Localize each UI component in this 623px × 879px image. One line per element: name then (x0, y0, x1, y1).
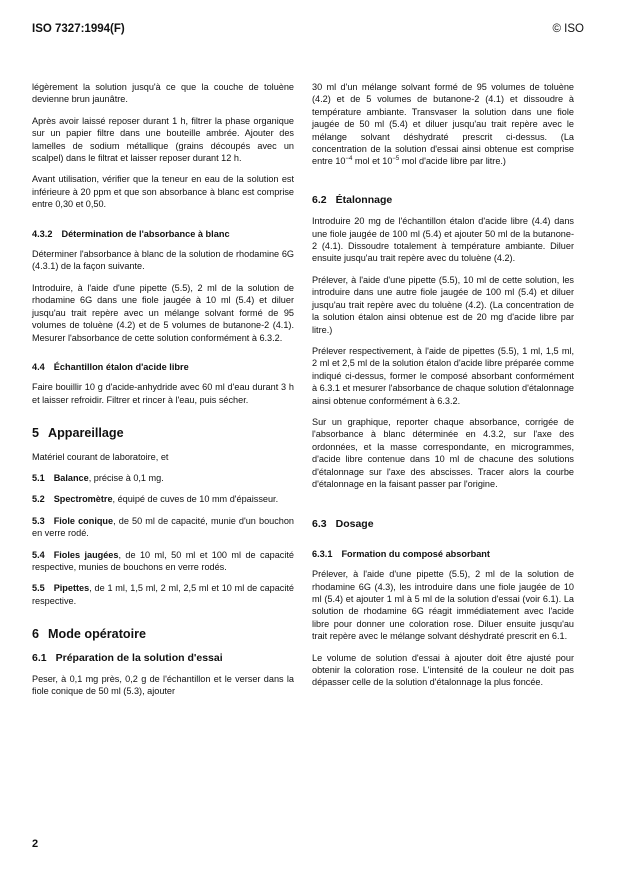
paragraph: Après avoir laissé reposer durant 1 h, filtrer la phase organique sur un papier filtre dans une bouteille ambrée. Ajouter des lamelles de sodium métallique (grains découpés avec un scalpel) dans le filtrat et laisser reposer durant 12 h. (32, 115, 294, 164)
apparatus-item-5-2 (32, 493, 294, 505)
paragraph: Introduire 20 mg de l'échantillon étalon d'acide libre (4.4) dans une fiole jaugée de 100 ml (5.4) et ajouter 50 ml de la butanone-2 (4.1). Dissoudre totalement à température ambiante. Diluer ensuite jusqu'au trait repère avec du toluène (4.2). (312, 216, 574, 264)
page-number: 2 (32, 838, 39, 850)
paragraph (312, 81, 574, 168)
paragraph: Sur un graphique, reporter chaque absorbance, corrigée de l'absorbance à blanc déterminée en 4.3.2, sur l'axe des ordonnées, et la masse correspondante, en microgrammes, d'acide libre contenue dans 10 ml de chacune des solutions d'étalonnage sur l'axe des abscisses. Tracer alors la courbe d'étalonnage en la faisant passer par l'origine. (312, 416, 574, 489)
copyright-mark: © ISO (552, 23, 584, 35)
section-title: Mode opératoire (48, 627, 146, 642)
section-title: Appareillage (48, 426, 124, 441)
paragraph: Peser, à 0,1 mg près, 0,2 g de l'échantillon et le verser dans la fiole conique de 50 ml (5.3), ajouter (32, 674, 294, 697)
section-title: Détermination de l'absorbance à blanc (61, 228, 230, 239)
paragraph: Prélever respectivement, à l'aide de pipettes (5.5), 1 ml, 1,5 ml, 2 ml et 2,5 ml de la solution étalon d'acide libre préparée comme indiqué ci-dessus, former le composé absorbant conformément à 6.3.1 et mesurer l'absorbance de chaque solution d'étalonnage ainsi obtenue conformément à 6.3.2. (312, 345, 574, 406)
right-column (312, 81, 574, 698)
left-column (32, 81, 294, 707)
section-number: 6.3.1 (312, 548, 333, 559)
paragraph: Prélever, à l'aide d'une pipette (5.5), 10 ml de cette solution, les introduire dans une autre fiole jaugée de 100 ml (5.4) et diluer jusqu'au trait repère avec du toluène (4.2). (La concentration de la solution étalon ainsi obtenue est de 20 mg d'acide libre par litre.) (312, 274, 574, 335)
text-run: mol d'acide libre par litre.) (399, 156, 506, 167)
section-heading-6-1 (32, 652, 294, 664)
item-term: Pipettes (53, 583, 90, 594)
section-number: 6.1 (32, 651, 47, 664)
section-heading-4-3-2 (32, 228, 294, 240)
item-number: 5.2 (32, 494, 45, 505)
item-number: 5.1 (32, 472, 45, 483)
item-text: , équipé de cuves de 10 mm d'épaisseur. (112, 494, 279, 505)
paragraph: Le volume de solution d'essai à ajouter doit être ajusté pour obtenir la coloration rose. L'intensité de la couleur ne doit pas dépasser celle de la solution d'étalonnage la plus foncée. (312, 652, 574, 688)
item-number: 5.5 (32, 583, 45, 594)
section-title: Préparation de la solution d'essai (55, 651, 223, 664)
paragraph: Faire bouillir 10 g d'acide-anhydride avec 60 ml d'eau durant 3 h et laisser refroidir. Filtrer et rincer à l'eau, puis sécher. (32, 382, 294, 405)
item-number: 5.3 (32, 515, 45, 526)
section-number: 6.3 (312, 518, 327, 531)
item-text: , précise à 0,1 mg. (88, 472, 164, 483)
exponent: −5 (392, 156, 400, 163)
item-term: Fioles jaugées (53, 549, 119, 560)
section-heading-6-3 (312, 518, 574, 530)
paragraph: Avant utilisation, vérifier que la teneur en eau de la solution est inférieure à 20 ppm et que son absorbance à blanc est comprise entre 0,30 et 0,50. (32, 174, 294, 210)
item-term: Balance (53, 472, 89, 483)
section-heading-5 (32, 427, 294, 439)
paragraph: légèrement la solution jusqu'à ce que la couche de toluène devienne brun jaunâtre. (32, 82, 294, 105)
exponent: −4 (345, 156, 353, 163)
section-title: Dosage (335, 518, 374, 531)
section-heading-6-2 (312, 194, 574, 206)
item-term: Spectromètre (53, 494, 113, 505)
paragraph: Introduire, à l'aide d'une pipette (5.5), 2 ml de la solution de rhodamine 6G dans une fiole jaugée à 10 ml (5.4) et diluer jusqu'au trait repère avec un mélange solvant formé de 95 volumes de toluène (4.2) et de 5 volumes de butanone-2 (4.1). Mesurer l'absorbance de cette solution conformément à 6.3.2. (32, 282, 294, 343)
section-title: Étalonnage (335, 193, 393, 206)
section-number: 6 (32, 627, 40, 642)
section-heading-6-3-1 (312, 548, 574, 560)
item-number: 5.4 (32, 549, 45, 560)
section-number: 6.2 (312, 193, 327, 206)
section-number: 4.3.2 (32, 228, 53, 239)
paragraph: Déterminer l'absorbance à blanc de la solution de rhodamine 6G (4.3.1) de la façon suivante. (32, 249, 294, 272)
paragraph: Prélever, à l'aide d'une pipette (5.5), 2 ml de la solution de rhodamine 6G (4.3), les introduire dans une fiole jaugée de 10 ml (5.4) et ajouter 1 ml à 5 ml de la solution d'essai (voir 6.1). La solution de rhodamine 6G réagit immédiatement avec l'acide libre pour donner une coloration rose. Diluer ensuite jusqu'au trait repère avec le mélange solvant déshydraté prescrit en 6.1. (312, 569, 574, 642)
text-run: mol et 10 (352, 156, 393, 167)
standard-reference: ISO 7327:1994(F) (32, 23, 125, 35)
section-heading-6 (32, 628, 294, 640)
apparatus-item-5-3 (32, 515, 294, 540)
section-number: 4.4 (32, 361, 45, 372)
paragraph: Matériel courant de laboratoire, et (32, 451, 169, 462)
apparatus-item-5-1 (32, 472, 294, 484)
item-text: , de 10 ml, 50 ml et 100 ml de capacité respective, munies de bouchons en verre rodés. (32, 549, 295, 572)
text-run: 30 ml d'un mélange solvant formé de 95 volumes de toluène (4.2) et de 5 volumes de butanone-2 (4.1) et dissoudre à température ambiante. Transvaser la solution dans une fiole jaugée de 50 ml (5.4) et diluer jusqu'au trait repère avec le mélange solvant déshydraté prescrit ci-dessus. (La concentration de la solution d'essai ainsi obtenue est comprise entre 10 (312, 82, 574, 167)
apparatus-item-5-5 (32, 582, 294, 607)
item-text: , de 1 ml, 1,5 ml, 2 ml, 2,5 ml et 10 ml de capacité respective. (32, 583, 294, 606)
apparatus-item-5-4 (32, 549, 294, 574)
section-heading-4-4 (32, 361, 294, 373)
section-title: Échantillon étalon d'acide libre (53, 361, 189, 372)
item-text: , de 50 ml de capacité, munie d'un bouchon en verre rodé. (32, 515, 295, 539)
section-number: 5 (32, 426, 40, 441)
section-title: Formation du composé absorbant (341, 548, 490, 559)
item-term: Fiole conique (53, 515, 114, 526)
